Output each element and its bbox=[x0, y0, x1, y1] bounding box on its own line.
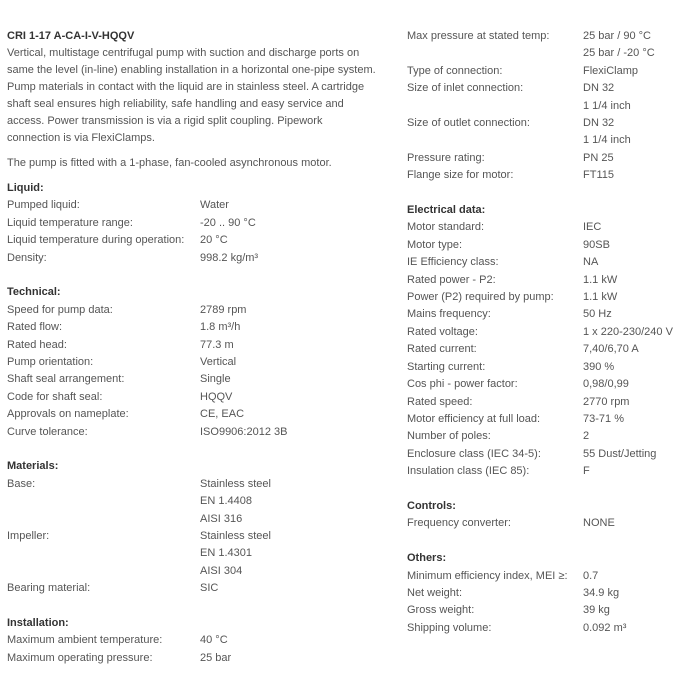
spec-label: Motor efficiency at full load: bbox=[407, 412, 541, 425]
spec-label: Density: bbox=[7, 251, 47, 264]
section-installation bbox=[7, 615, 387, 667]
pressure-connection-specs bbox=[407, 28, 697, 185]
description-line: access. Power transmission is via a rigid split coupling. Pipework bbox=[7, 115, 323, 127]
spec-row-pressure-rating bbox=[407, 150, 697, 167]
spec-label: Rated current: bbox=[407, 343, 477, 356]
spec-value: FT115 bbox=[583, 169, 614, 182]
spec-label: Rated speed: bbox=[407, 395, 473, 408]
section-heading: Controls: bbox=[407, 499, 456, 512]
spec-values bbox=[200, 197, 229, 214]
spec-value: HQQV bbox=[200, 390, 233, 403]
description-line: connection is via FlexiClamps. bbox=[7, 132, 155, 144]
spec-values bbox=[583, 394, 629, 411]
spec-value: 90SB bbox=[583, 238, 610, 251]
spec-row-motor-type bbox=[407, 237, 697, 254]
spec-row-mains-frequency bbox=[407, 306, 697, 323]
spec-row-number-of-poles bbox=[407, 428, 697, 445]
spec-label: Gross weight: bbox=[407, 604, 475, 617]
spec-row-size-of-inlet-connection bbox=[407, 80, 697, 115]
spec-values bbox=[583, 272, 617, 289]
spec-row-rated-power-p2 bbox=[407, 272, 697, 289]
spec-values bbox=[200, 354, 236, 371]
spec-values bbox=[200, 389, 232, 406]
spec-values bbox=[200, 371, 231, 388]
spec-values bbox=[583, 428, 589, 445]
spec-row-minimum-efficiency-index-mei bbox=[407, 568, 697, 585]
spec-values bbox=[200, 580, 218, 597]
spec-value: 390 % bbox=[583, 360, 615, 373]
spec-value: F bbox=[583, 465, 590, 478]
section-technical bbox=[7, 284, 387, 441]
spec-value: DN 32 bbox=[583, 82, 615, 95]
spec-label: Motor standard: bbox=[407, 221, 485, 234]
spec-row-liquid-temperature-during-operation bbox=[7, 232, 387, 249]
spec-value: SIC bbox=[200, 582, 219, 595]
spec-label: Code for shaft seal: bbox=[7, 390, 103, 403]
spec-row-rated-flow bbox=[7, 319, 387, 336]
spec-value: 1.1 kW bbox=[583, 291, 618, 304]
spec-value: 50 Hz bbox=[583, 308, 612, 321]
spec-value: -20 .. 90 °C bbox=[200, 216, 256, 229]
spec-label: Speed for pump data: bbox=[7, 303, 113, 316]
spec-values bbox=[583, 150, 614, 167]
spec-row-net-weight bbox=[407, 585, 697, 602]
spec-value: 7,40/6,70 A bbox=[583, 343, 639, 356]
section-materials bbox=[7, 458, 387, 597]
spec-values bbox=[583, 324, 673, 341]
spec-values bbox=[583, 115, 631, 150]
spec-label: Base: bbox=[7, 477, 36, 490]
spec-value: 1.8 m³/h bbox=[200, 321, 241, 334]
spec-label: Liquid temperature during operation: bbox=[7, 234, 185, 247]
spec-values bbox=[200, 650, 231, 667]
spec-values bbox=[583, 411, 624, 428]
spec-label: Starting current: bbox=[407, 360, 486, 373]
spec-values bbox=[583, 306, 612, 323]
spec-label: Shaft seal arrangement: bbox=[7, 373, 125, 386]
spec-label: Net weight: bbox=[407, 586, 463, 599]
spec-row-shipping-volume bbox=[407, 620, 697, 637]
spec-value: 1 x 220-230/240 V bbox=[583, 325, 673, 338]
spec-row-approvals-on-nameplate bbox=[7, 406, 387, 423]
spec-label: Mains frequency: bbox=[407, 308, 491, 321]
spec-value: Stainless steel bbox=[200, 530, 271, 543]
spec-label: Impeller: bbox=[7, 530, 50, 543]
spec-row-maximum-ambient-temperature bbox=[7, 632, 387, 649]
spec-row-rated-voltage bbox=[407, 324, 697, 341]
spec-value: Single bbox=[200, 373, 231, 386]
spec-row-cos-phi-power-factor bbox=[407, 376, 697, 393]
spec-row-density bbox=[7, 250, 387, 267]
spec-row-ie-efficiency-class bbox=[407, 254, 697, 271]
spec-label: Size of inlet connection: bbox=[407, 82, 524, 95]
spec-row-rated-current bbox=[407, 341, 697, 358]
spec-values bbox=[200, 424, 287, 441]
spec-label: Cos phi - power factor: bbox=[407, 378, 518, 391]
product-title: CRI 1-17 A-CA-I-V-HQQV bbox=[7, 30, 135, 42]
product-description bbox=[7, 45, 387, 147]
spec-values bbox=[583, 254, 598, 271]
spec-values bbox=[583, 585, 619, 602]
spec-value: EN 1.4301 bbox=[200, 547, 252, 560]
spec-row-code-for-shaft-seal bbox=[7, 389, 387, 406]
spec-value: Water bbox=[200, 199, 229, 212]
section-liquid bbox=[7, 180, 387, 267]
section-heading: Installation: bbox=[7, 617, 69, 630]
spec-value: Stainless steel bbox=[200, 477, 271, 490]
spec-values bbox=[583, 63, 638, 80]
spec-value: 25 bar bbox=[200, 651, 232, 664]
spec-values bbox=[583, 446, 656, 463]
spec-value: 73-71 % bbox=[583, 412, 624, 425]
spec-row-curve-tolerance bbox=[7, 424, 387, 441]
spec-value: 998.2 kg/m³ bbox=[200, 251, 259, 264]
spec-row-motor-efficiency-at-full-load bbox=[407, 411, 697, 428]
spec-value: 20 °C bbox=[200, 234, 228, 247]
spec-value: DN 32 bbox=[583, 117, 615, 130]
spec-values bbox=[583, 359, 614, 376]
spec-value: 1 1/4 inch bbox=[583, 134, 631, 147]
spec-values bbox=[200, 232, 228, 249]
spec-row-insulation-class-iec-85 bbox=[407, 463, 697, 480]
spec-row-liquid-temperature-range bbox=[7, 215, 387, 232]
spec-value: 2770 rpm bbox=[583, 395, 630, 408]
spec-label: Type of connection: bbox=[407, 64, 503, 77]
spec-value: 39 kg bbox=[583, 604, 610, 617]
spec-label: Rated flow: bbox=[7, 321, 63, 334]
spec-row-pumped-liquid bbox=[7, 197, 387, 214]
spec-label: Size of outlet connection: bbox=[407, 117, 530, 130]
section-heading: Materials: bbox=[7, 460, 59, 473]
spec-row-maximum-operating-pressure bbox=[7, 650, 387, 667]
spec-value: 2789 rpm bbox=[200, 303, 247, 316]
spec-value: 25 bar / -20 °C bbox=[583, 47, 655, 60]
spec-label: Flange size for motor: bbox=[407, 169, 514, 182]
section-heading: Others: bbox=[407, 552, 447, 565]
spec-row-bearing-material bbox=[7, 580, 387, 597]
spec-row-rated-speed bbox=[407, 394, 697, 411]
spec-label: Maximum ambient temperature: bbox=[7, 634, 163, 647]
spec-value: AISI 316 bbox=[200, 512, 243, 525]
spec-label: Rated voltage: bbox=[407, 325, 478, 338]
spec-label: Shipping volume: bbox=[407, 621, 492, 634]
spec-label: Minimum efficiency index, MEI ≥: bbox=[407, 569, 568, 582]
spec-value: 2 bbox=[583, 430, 590, 443]
spec-row-motor-standard bbox=[407, 219, 697, 236]
spec-value: 40 °C bbox=[200, 634, 228, 647]
spec-values bbox=[200, 476, 271, 528]
spec-row-pump-orientation bbox=[7, 354, 387, 371]
section-others bbox=[407, 550, 697, 637]
spec-row-rated-head bbox=[7, 337, 387, 354]
section-controls bbox=[407, 498, 697, 533]
spec-label: Bearing material: bbox=[7, 582, 91, 595]
spec-values bbox=[200, 632, 228, 649]
spec-value: 55 Dust/Jetting bbox=[583, 447, 657, 460]
spec-value: FlexiClamp bbox=[583, 64, 639, 77]
spec-value: 25 bar / 90 °C bbox=[583, 30, 651, 42]
spec-row-max-pressure-at-stated-temp bbox=[407, 28, 697, 63]
left-column bbox=[7, 28, 387, 667]
spec-row-frequency-converter bbox=[407, 515, 697, 532]
spec-value: 1.1 kW bbox=[583, 273, 618, 286]
spec-label: Number of poles: bbox=[407, 430, 491, 443]
spec-values bbox=[583, 237, 610, 254]
spec-value: 77.3 m bbox=[200, 338, 234, 351]
spec-value: 0,98/0,99 bbox=[583, 378, 629, 391]
spec-label: Rated power - P2: bbox=[407, 273, 496, 286]
spec-label: Pressure rating: bbox=[407, 151, 485, 164]
left-spec-sections bbox=[7, 180, 387, 667]
spec-row-type-of-connection bbox=[407, 63, 697, 80]
spec-values bbox=[583, 289, 617, 306]
spec-value: 0.7 bbox=[583, 569, 599, 582]
spec-values bbox=[200, 302, 246, 319]
description-line: same the level (in-line) enabling installation in a horizontal one-pipe system. bbox=[7, 64, 376, 76]
spec-values bbox=[583, 602, 610, 619]
spec-label: Pumped liquid: bbox=[7, 199, 80, 212]
spec-row-starting-current bbox=[407, 359, 697, 376]
spec-values bbox=[200, 215, 256, 232]
spec-row-size-of-outlet-connection bbox=[407, 115, 697, 150]
spec-label: Pump orientation: bbox=[7, 356, 94, 369]
motor-note: The pump is fitted with a 1-phase, fan-cooled asynchronous motor. bbox=[7, 157, 332, 169]
spec-row-flange-size-for-motor bbox=[407, 167, 697, 184]
spec-values bbox=[583, 463, 590, 480]
spec-values bbox=[200, 319, 240, 336]
spec-label: Motor type: bbox=[407, 238, 463, 251]
spec-row-power-p2-required-by-pump bbox=[407, 289, 697, 306]
spec-values bbox=[583, 167, 614, 184]
spec-values bbox=[200, 406, 244, 423]
spec-values bbox=[200, 528, 271, 580]
spec-values bbox=[583, 376, 629, 393]
spec-values bbox=[583, 515, 615, 532]
spec-values bbox=[583, 28, 655, 63]
spec-label: Maximum operating pressure: bbox=[7, 651, 153, 664]
spec-values bbox=[583, 80, 631, 115]
spec-value: Vertical bbox=[200, 356, 237, 369]
spec-value: CE, EAC bbox=[200, 408, 245, 421]
spec-label: IE Efficiency class: bbox=[407, 256, 499, 269]
spec-value: EN 1.4408 bbox=[200, 495, 252, 508]
spec-label: Liquid temperature range: bbox=[7, 216, 133, 229]
spec-value: NA bbox=[583, 256, 599, 269]
spec-value: AISI 304 bbox=[200, 564, 243, 577]
right-spec-sections bbox=[407, 202, 697, 637]
spec-label: Curve tolerance: bbox=[7, 425, 88, 438]
spec-values bbox=[583, 341, 639, 358]
spec-label: Power (P2) required by pump: bbox=[407, 291, 554, 304]
section-heading: Technical: bbox=[7, 286, 61, 299]
spec-value: 34.9 kg bbox=[583, 586, 620, 599]
description-line: shaft seal ensures high reliability, safe handling and easy service and bbox=[7, 98, 344, 110]
spec-values bbox=[583, 620, 626, 637]
spec-value: NONE bbox=[583, 517, 615, 530]
spec-value: PN 25 bbox=[583, 151, 614, 164]
spec-row-enclosure-class-iec-34-5 bbox=[407, 446, 697, 463]
spec-value: 0.092 m³ bbox=[583, 621, 627, 634]
description-line: Vertical, multistage centrifugal pump with suction and discharge ports on bbox=[7, 47, 360, 59]
spec-label: Enclosure class (IEC 34-5): bbox=[407, 447, 541, 460]
spec-row-impeller bbox=[7, 528, 387, 580]
spec-value: ISO9906:2012 3B bbox=[200, 425, 288, 438]
spec-row-speed-for-pump-data bbox=[7, 302, 387, 319]
section-electrical-data bbox=[407, 202, 697, 480]
section-heading: Electrical data: bbox=[407, 204, 486, 217]
spec-label: Frequency converter: bbox=[407, 517, 511, 530]
spec-value: IEC bbox=[583, 221, 602, 234]
spec-row-shaft-seal-arrangement bbox=[7, 371, 387, 388]
spec-values bbox=[583, 219, 601, 236]
spec-label: Approvals on nameplate: bbox=[7, 408, 129, 421]
right-column bbox=[407, 28, 697, 637]
spec-values bbox=[200, 337, 234, 354]
spec-row-base bbox=[7, 476, 387, 528]
spec-label: Max pressure at stated temp: bbox=[407, 30, 550, 42]
spec-label: Insulation class (IEC 85): bbox=[407, 465, 530, 478]
spec-values bbox=[583, 568, 598, 585]
spec-value: 1 1/4 inch bbox=[583, 99, 631, 112]
spec-label: Rated head: bbox=[7, 338, 67, 351]
description-line: Pump materials in contact with the liquid are in stainless steel. A cartridge bbox=[7, 81, 365, 93]
section-heading: Liquid: bbox=[7, 182, 44, 194]
spec-values bbox=[200, 250, 258, 267]
spec-row-gross-weight bbox=[407, 602, 697, 619]
